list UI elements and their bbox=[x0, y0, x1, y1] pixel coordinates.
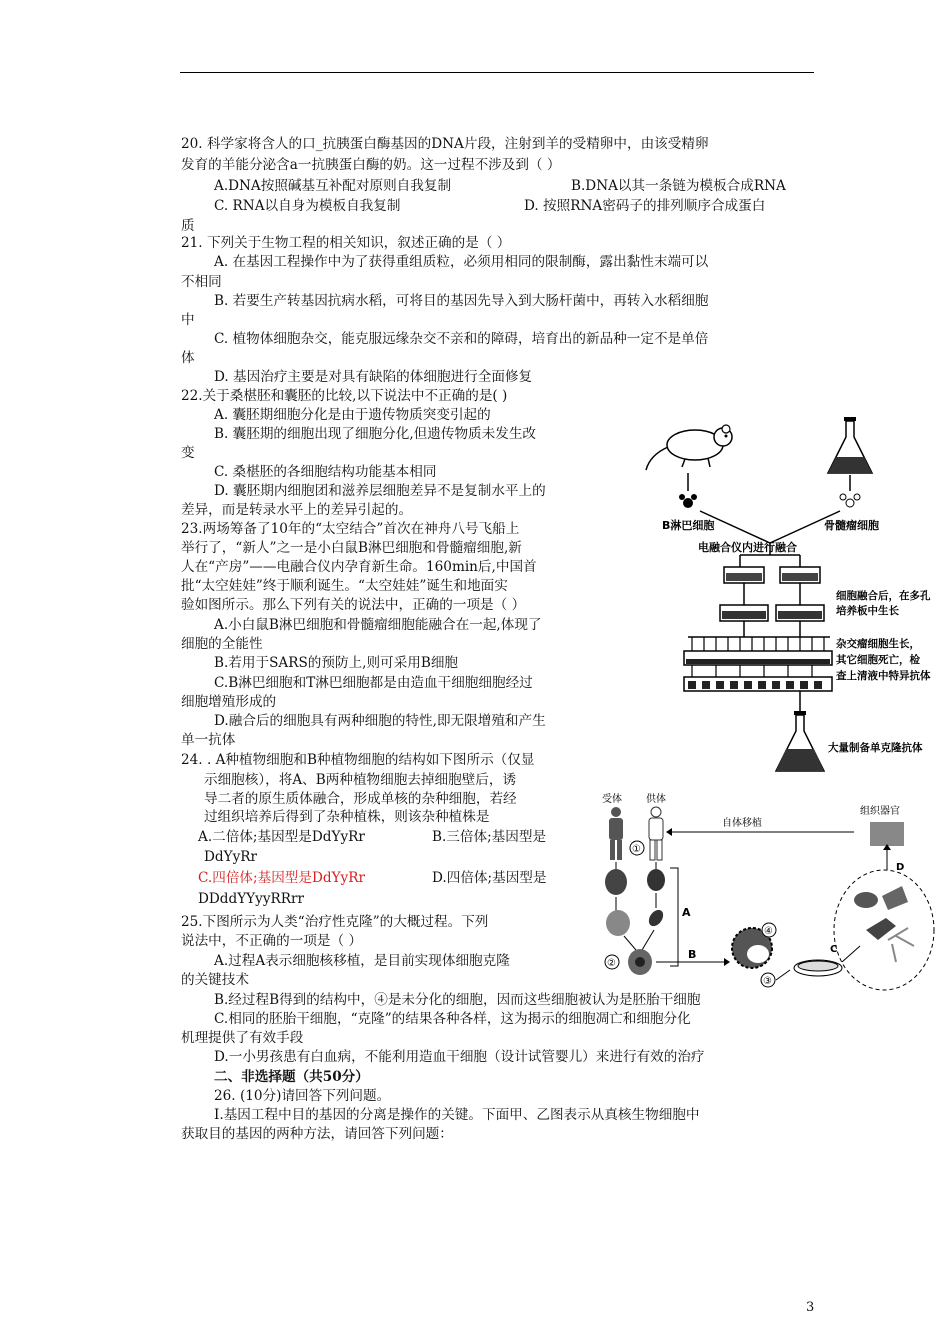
mouse-icon bbox=[646, 425, 732, 470]
q21-option-a-cont: 不相同 bbox=[181, 274, 222, 290]
q23-option-d: D.融合后的细胞具有两种细胞的特性,即无限增殖和产生 bbox=[214, 713, 546, 729]
note2-line3: 查上清液中特异抗体 bbox=[836, 670, 931, 682]
q24-option-b-cont: DdYyRr bbox=[204, 849, 257, 865]
q25-option-a-cont: 的关键技术 bbox=[181, 972, 249, 988]
q24-line2: 示细胞核），将A、B两种植物细胞去掉细胞壁后，诱 bbox=[204, 772, 517, 788]
q23-option-a-cont: 细胞的全能性 bbox=[181, 636, 263, 652]
recipient-label: 受体 bbox=[602, 794, 622, 805]
q26-line1: 26. (10分)请回答下列问题。 bbox=[214, 1088, 391, 1104]
q24-option-b: B.三倍体;基因型是 bbox=[432, 829, 547, 845]
note2-line1: 杂交瘤细胞生长， bbox=[836, 638, 920, 650]
q24-line4: 过组织培养后得到了杂种植株，则该杂种植株是 bbox=[204, 809, 490, 825]
donor-label: 供体 bbox=[646, 794, 666, 805]
q22-option-b-cont: 变 bbox=[181, 445, 195, 461]
recipient-figure-icon bbox=[609, 807, 623, 860]
q21-option-a: A. 在基因工程操作中为了获得重组质粒，必须用相同的限制酶，露出黏性末端可以 bbox=[214, 254, 709, 270]
b-cell-label: B淋巴细胞 bbox=[662, 519, 715, 532]
q24-option-d: D.四倍体;基因型是 bbox=[432, 870, 547, 886]
q22-option-c: C. 桑椹胚的各细胞结构功能基本相同 bbox=[214, 464, 437, 480]
step-1-label: ① bbox=[632, 844, 641, 855]
note3-label: 大量制备单克隆抗体 bbox=[828, 742, 923, 754]
header-rule bbox=[180, 72, 814, 73]
q23-option-c-cont: 细胞增殖形成的 bbox=[181, 694, 277, 710]
autograft-label: 自体移植 bbox=[722, 818, 762, 829]
q24-line1: 24. . A种植物细胞和B种植物细胞的结构如下图所示（仅显 bbox=[181, 752, 535, 768]
q23-option-b: B.若用于SARS的预防上,则可采用B细胞 bbox=[214, 655, 459, 671]
q22-option-d-cont: 差异，而是转录水平上的差异引起的。 bbox=[181, 502, 413, 518]
q22-option-d: D. 囊胚期内细胞团和滋养层细胞差异不是复制水平上的 bbox=[214, 483, 546, 499]
q20-option-c: C. RNA以自身为模板自我复制 bbox=[214, 198, 401, 214]
q25-option-b: B.经过程B得到的结构中，④是未分化的细胞，因而这些细胞被认为是胚胎干细胞 bbox=[214, 992, 701, 1008]
q22-line1: 22.关于桑椹胚和囊胚的比较,以下说法中不正确的是( ) bbox=[181, 388, 508, 404]
q21-option-b: B. 若要生产转基因抗病水稻，可将目的基因先导入到大肠杆菌中，再转入水稻细胞 bbox=[214, 293, 709, 309]
q25-option-c: C.相同的胚胎干细胞，“克隆”的结果各种各样，这为揭示的细胞凋亡和细胞分化 bbox=[214, 1011, 691, 1027]
q20-option-d: D. 按照RNA密码子的排列顺序合成蛋白 bbox=[524, 198, 766, 214]
therapeutic-cloning-figure bbox=[596, 790, 941, 1005]
q20-line2: 发育的羊能分泌含a一抗胰蛋白酶的奶。这一过程不涉及到（ ） bbox=[181, 157, 561, 173]
q21-option-c: C. 植物体细胞杂交，能克服远缘杂交不亲和的障碍，培育出的新品种一定不是单倍 bbox=[214, 331, 709, 347]
q20-option-a: A.DNA按照碱基互补配对原则自我复制 bbox=[214, 178, 452, 194]
note2-line2: 其它细胞死亡，检 bbox=[836, 654, 920, 666]
q23-line1: 23.两场筹备了10年的“太空结合”首次在神舟八号飞船上 bbox=[181, 521, 520, 537]
myeloma-label: 骨髓瘤细胞 bbox=[824, 519, 879, 532]
q25-option-c-cont: 机理提供了有效手段 bbox=[181, 1030, 304, 1046]
q24-line3: 导二者的原生质体融合，形成单核的杂种细胞，若经 bbox=[204, 791, 517, 807]
section-heading: 二、非选择题（共50分） bbox=[214, 1069, 369, 1085]
process-d-label: D bbox=[896, 862, 905, 873]
petri-dish-icon bbox=[794, 960, 842, 976]
q26-line3: 获取目的基因的两种方法，请回答下列问题： bbox=[181, 1126, 453, 1142]
q23-option-d-cont: 单一抗体 bbox=[181, 732, 236, 748]
fusion-label: 电融合仪内进行融合 bbox=[698, 541, 797, 554]
b-cell-dot bbox=[683, 498, 693, 508]
q21-option-d: D. 基因治疗主要是对具有缺陷的体细胞进行全面修复 bbox=[214, 369, 533, 385]
myeloma-cell-dot bbox=[846, 499, 854, 507]
q22-option-a: A. 囊胚期细胞分化是由于遗传物质突变引起的 bbox=[214, 407, 491, 423]
culture-flask-icon bbox=[828, 417, 872, 473]
q23-line2: 举行了，“新人”之一是小白鼠B淋巴细胞和骨髓瘤细胞,新 bbox=[181, 540, 522, 556]
tissue-organ-label: 组织器官 bbox=[860, 806, 900, 817]
q24-option-a: A.二倍体;基因型是DdYyRr bbox=[198, 829, 365, 845]
q26-line2: Ⅰ.基因工程中目的基因的分离是操作的关键。下面甲、乙图表示从真核生物细胞中 bbox=[214, 1107, 700, 1123]
q23-option-a: A.小白鼠B淋巴细胞和骨髓瘤细胞能融合在一起,体现了 bbox=[214, 617, 542, 633]
process-b-label: B bbox=[688, 948, 697, 961]
q20-option-d-cont: 质 bbox=[181, 218, 195, 234]
q22-option-b: B. 囊胚期的细胞出现了细胞分化,但遗传物质未发生改 bbox=[214, 426, 537, 442]
note1-line1: 细胞融合后，在多孔 bbox=[836, 590, 931, 602]
q23-line4: 批“太空娃娃”终于顺利诞生。“太空娃娃”诞生和地面实 bbox=[181, 578, 508, 594]
q21-option-b-cont: 中 bbox=[181, 312, 195, 328]
process-a-label: A bbox=[682, 906, 691, 919]
q21-line1: 21. 下列关于生物工程的相关知识，叙述正确的是（ ） bbox=[181, 235, 511, 251]
q23-line5: 验如图所示。那么下列有关的说法中，正确的一项是（ ） bbox=[181, 597, 526, 613]
q20-line1: 20. 科学家将含人的口_抗胰蛋白酶基因的DNA片段，注射到羊的受精卵中，由该受精卵 bbox=[181, 136, 709, 152]
q25-option-d: D.一小男孩患有白血病，不能利用造血干细胞（设计试管婴儿）来进行有效的治疗 bbox=[214, 1049, 705, 1065]
step-2-label: ② bbox=[607, 958, 616, 969]
q20-option-b: B.DNA以其一条链为模板合成RNA bbox=[571, 178, 786, 194]
q23-line3: 人在“产房”——电融合仪内孕育新生命。160min后,中国首 bbox=[181, 559, 537, 575]
q21-option-c-cont: 体 bbox=[181, 350, 195, 366]
step-3-label: ③ bbox=[763, 976, 772, 987]
q24-option-c-answer: C.四倍体;基因型是DdYyRr bbox=[198, 870, 365, 886]
q25-line1: 25.下图所示为人类“治疗性克隆”的大概过程。下列 bbox=[181, 914, 489, 930]
q23-option-c: C.B淋巴细胞和T淋巴细胞都是由造血干细胞细胞经过 bbox=[214, 675, 533, 691]
process-c-label: C bbox=[830, 944, 838, 955]
antibody-flask-icon bbox=[776, 711, 824, 771]
donor-figure-icon bbox=[649, 807, 663, 860]
q24-option-d-cont: DDddYYyyRRrr bbox=[198, 891, 304, 907]
step-4-label: ④ bbox=[764, 926, 773, 937]
note1-line2: 培养板中生长 bbox=[836, 605, 899, 617]
q25-option-a: A.过程A表示细胞核移植，是目前实现体细胞克隆 bbox=[214, 953, 510, 969]
monoclonal-antibody-figure bbox=[640, 415, 945, 780]
q25-line2: 说法中，不正确的一项是（ ） bbox=[181, 933, 363, 949]
page-number: 3 bbox=[806, 1300, 815, 1315]
